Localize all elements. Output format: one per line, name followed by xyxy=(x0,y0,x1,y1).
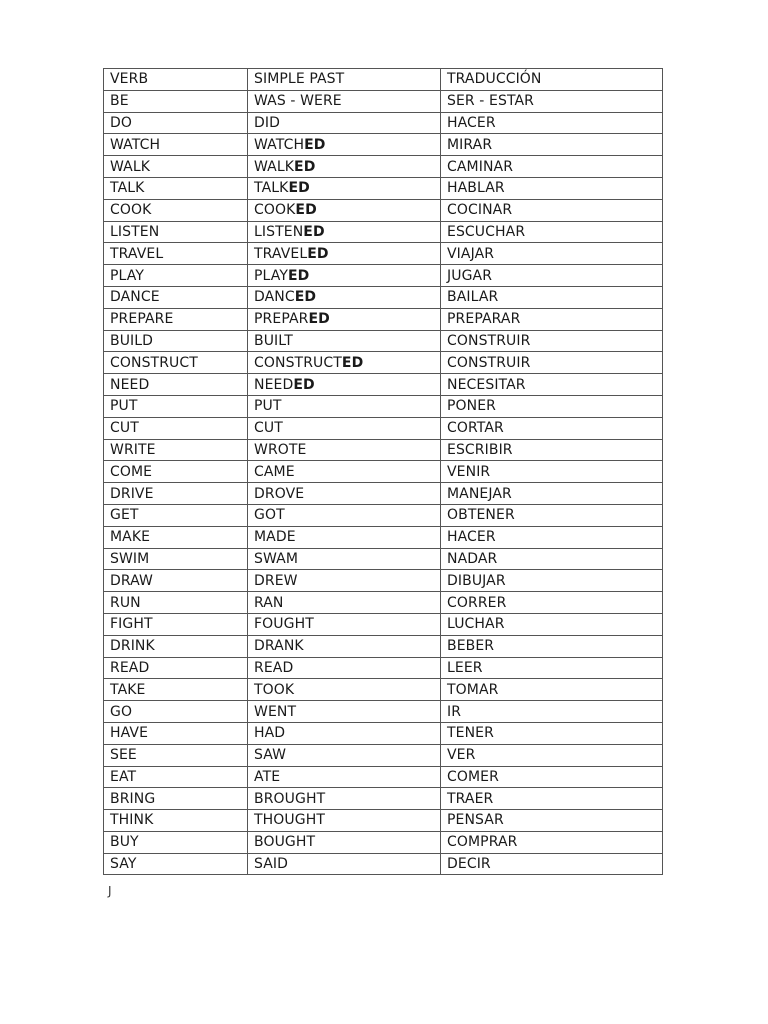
translation-cell: PONER xyxy=(441,395,663,417)
past-base: SWAM xyxy=(254,550,299,567)
past-base: PUT xyxy=(254,398,282,415)
simple-past-cell xyxy=(248,112,441,134)
table-row xyxy=(104,504,663,526)
simple-past-cell xyxy=(248,810,441,832)
simple-past-cell xyxy=(248,374,441,396)
simple-past-cell xyxy=(248,199,441,221)
verb-cell: TRAVEL xyxy=(104,243,248,265)
translation-cell: COMER xyxy=(441,766,663,788)
past-base: BUILT xyxy=(254,332,293,349)
simple-past-cell xyxy=(248,330,441,352)
translation-cell: JUGAR xyxy=(441,265,663,287)
table-row xyxy=(104,374,663,396)
simple-past-cell xyxy=(248,722,441,744)
translation-cell: LEER xyxy=(441,657,663,679)
verb-cell: FIGHT xyxy=(104,613,248,635)
table-row xyxy=(104,766,663,788)
table-row xyxy=(104,810,663,832)
verb-cell: EAT xyxy=(104,766,248,788)
past-base: DREW xyxy=(254,572,298,589)
verb-cell: COME xyxy=(104,461,248,483)
past-base: TOOK xyxy=(254,681,295,698)
verb-cell: CONSTRUCT xyxy=(104,352,248,374)
table-row xyxy=(104,679,663,701)
translation-cell: TENER xyxy=(441,722,663,744)
verb-table xyxy=(103,68,663,875)
past-base: WROTE xyxy=(254,441,307,458)
table-row xyxy=(104,831,663,853)
past-base: GOT xyxy=(254,507,285,524)
simple-past-cell xyxy=(248,308,441,330)
past-base: FOUGHT xyxy=(254,616,314,633)
past-base: TALK xyxy=(254,180,289,197)
past-base: PREPAR xyxy=(254,311,309,328)
verb-cell: HAVE xyxy=(104,722,248,744)
table-row xyxy=(104,417,663,439)
simple-past-cell xyxy=(248,417,441,439)
verb-cell: COOK xyxy=(104,199,248,221)
verb-cell: RUN xyxy=(104,592,248,614)
past-base: BROUGHT xyxy=(254,790,326,807)
verb-cell: THINK xyxy=(104,810,248,832)
translation-cell: PENSAR xyxy=(441,810,663,832)
table-row xyxy=(104,177,663,199)
past-base: DROVE xyxy=(254,485,305,502)
simple-past-cell xyxy=(248,744,441,766)
table-row xyxy=(104,657,663,679)
simple-past-cell xyxy=(248,286,441,308)
past-suffix: ED xyxy=(308,311,330,328)
simple-past-cell xyxy=(248,592,441,614)
header-verb: VERB xyxy=(104,69,248,91)
past-base: BOUGHT xyxy=(254,834,316,851)
verb-cell: BRING xyxy=(104,788,248,810)
simple-past-cell xyxy=(248,395,441,417)
simple-past-cell xyxy=(248,701,441,723)
past-base: WENT xyxy=(254,703,297,720)
verb-cell: TALK xyxy=(104,177,248,199)
verb-cell: DRAW xyxy=(104,570,248,592)
past-base: PLAY xyxy=(254,267,289,284)
simple-past-cell xyxy=(248,526,441,548)
past-base: LISTEN xyxy=(254,223,304,240)
translation-cell: TOMAR xyxy=(441,679,663,701)
verb-cell: CUT xyxy=(104,417,248,439)
past-base: CUT xyxy=(254,420,283,437)
header-translation: TRADUCCIÓN xyxy=(441,69,663,91)
table-row xyxy=(104,853,663,875)
past-base: WALK xyxy=(254,158,295,175)
simple-past-cell xyxy=(248,853,441,875)
past-base: COOK xyxy=(254,202,296,219)
verb-cell: SAY xyxy=(104,853,248,875)
simple-past-cell xyxy=(248,831,441,853)
translation-cell: MIRAR xyxy=(441,134,663,156)
translation-cell: IR xyxy=(441,701,663,723)
past-base: CONSTRUCT xyxy=(254,354,342,371)
past-base: DID xyxy=(254,114,280,131)
past-base: RAN xyxy=(254,594,284,611)
translation-cell: DECIR xyxy=(441,853,663,875)
past-suffix: ED xyxy=(294,289,317,306)
translation-cell: COCINAR xyxy=(441,199,663,221)
past-base: ATE xyxy=(254,768,281,785)
table-row xyxy=(104,265,663,287)
translation-cell: CONSTRUIR xyxy=(441,330,663,352)
past-base: TRAVEL xyxy=(254,245,308,262)
table-row xyxy=(104,308,663,330)
verb-cell: LISTEN xyxy=(104,221,248,243)
simple-past-cell xyxy=(248,548,441,570)
table-row xyxy=(104,221,663,243)
translation-cell: CONSTRUIR xyxy=(441,352,663,374)
translation-cell: CORTAR xyxy=(441,417,663,439)
table-row xyxy=(104,395,663,417)
simple-past-cell xyxy=(248,352,441,374)
simple-past-cell xyxy=(248,657,441,679)
table-row xyxy=(104,352,663,374)
verb-cell: PLAY xyxy=(104,265,248,287)
past-base: THOUGHT xyxy=(254,812,325,829)
table-row xyxy=(104,701,663,723)
table-row xyxy=(104,243,663,265)
verb-cell: SWIM xyxy=(104,548,248,570)
past-suffix: ED xyxy=(303,223,325,240)
table-row xyxy=(104,570,663,592)
table-row xyxy=(104,112,663,134)
past-base: MADE xyxy=(254,529,296,546)
translation-cell: CORRER xyxy=(441,592,663,614)
table-row xyxy=(104,461,663,483)
simple-past-cell xyxy=(248,177,441,199)
simple-past-cell xyxy=(248,679,441,701)
translation-cell: HABLAR xyxy=(441,177,663,199)
simple-past-cell xyxy=(248,243,441,265)
simple-past-cell xyxy=(248,635,441,657)
past-suffix: ED xyxy=(295,202,317,219)
translation-cell: ESCRIBIR xyxy=(441,439,663,461)
translation-cell: VIAJAR xyxy=(441,243,663,265)
past-base: DRANK xyxy=(254,638,304,655)
table-row xyxy=(104,483,663,505)
table-row xyxy=(104,788,663,810)
translation-cell: HACER xyxy=(441,526,663,548)
table-row xyxy=(104,613,663,635)
header-simple-past: SIMPLE PAST xyxy=(248,69,441,91)
simple-past-cell xyxy=(248,439,441,461)
simple-past-cell xyxy=(248,766,441,788)
past-suffix: ED xyxy=(294,158,316,175)
table-row xyxy=(104,635,663,657)
verb-cell: NEED xyxy=(104,374,248,396)
verb-cell: GET xyxy=(104,504,248,526)
past-suffix: ED xyxy=(288,267,310,284)
verb-cell: MAKE xyxy=(104,526,248,548)
translation-cell: TRAER xyxy=(441,788,663,810)
translation-cell: BEBER xyxy=(441,635,663,657)
verb-cell: DRINK xyxy=(104,635,248,657)
verb-cell: WATCH xyxy=(104,134,248,156)
table-header-row xyxy=(104,69,663,91)
simple-past-cell xyxy=(248,221,441,243)
translation-cell: LUCHAR xyxy=(441,613,663,635)
verb-cell: WRITE xyxy=(104,439,248,461)
verb-cell: BUILD xyxy=(104,330,248,352)
past-suffix: ED xyxy=(293,376,315,393)
verb-table-body xyxy=(104,69,663,875)
simple-past-cell xyxy=(248,788,441,810)
verb-cell: BE xyxy=(104,90,248,112)
verb-cell: READ xyxy=(104,657,248,679)
verb-cell: DO xyxy=(104,112,248,134)
table-row xyxy=(104,722,663,744)
table-row xyxy=(104,744,663,766)
translation-cell: DIBUJAR xyxy=(441,570,663,592)
table-row xyxy=(104,526,663,548)
translation-cell: SER - ESTAR xyxy=(441,90,663,112)
translation-cell: MANEJAR xyxy=(441,483,663,505)
simple-past-cell xyxy=(248,156,441,178)
past-base: SAID xyxy=(254,856,289,873)
simple-past-cell xyxy=(248,265,441,287)
translation-cell: VER xyxy=(441,744,663,766)
past-base: DANC xyxy=(254,289,295,306)
table-row xyxy=(104,548,663,570)
table-row xyxy=(104,439,663,461)
verb-cell: WALK xyxy=(104,156,248,178)
translation-cell: HACER xyxy=(441,112,663,134)
verb-cell: PUT xyxy=(104,395,248,417)
simple-past-cell xyxy=(248,134,441,156)
verb-cell: GO xyxy=(104,701,248,723)
verb-cell: SEE xyxy=(104,744,248,766)
past-base: NEED xyxy=(254,376,294,393)
simple-past-cell xyxy=(248,613,441,635)
table-row xyxy=(104,330,663,352)
verb-cell: DRIVE xyxy=(104,483,248,505)
translation-cell: NECESITAR xyxy=(441,374,663,396)
past-base: CAME xyxy=(254,463,295,480)
verb-cell: DANCE xyxy=(104,286,248,308)
verb-cell: BUY xyxy=(104,831,248,853)
table-row xyxy=(104,156,663,178)
verb-cell: PREPARE xyxy=(104,308,248,330)
past-suffix: ED xyxy=(304,136,326,153)
past-base: HAD xyxy=(254,725,286,742)
past-base: SAW xyxy=(254,747,287,764)
table-row xyxy=(104,286,663,308)
past-base: WATCH xyxy=(254,136,305,153)
translation-cell: ESCUCHAR xyxy=(441,221,663,243)
translation-cell: CAMINAR xyxy=(441,156,663,178)
past-suffix: ED xyxy=(288,180,310,197)
translation-cell: PREPARAR xyxy=(441,308,663,330)
simple-past-cell xyxy=(248,461,441,483)
simple-past-cell xyxy=(248,504,441,526)
past-base: READ xyxy=(254,659,294,676)
past-suffix: ED xyxy=(341,354,364,371)
past-suffix: ED xyxy=(307,245,329,262)
table-row xyxy=(104,199,663,221)
translation-cell: NADAR xyxy=(441,548,663,570)
table-row xyxy=(104,134,663,156)
past-base: WAS - WERE xyxy=(254,93,342,110)
simple-past-cell xyxy=(248,90,441,112)
translation-cell: COMPRAR xyxy=(441,831,663,853)
translation-cell: VENIR xyxy=(441,461,663,483)
translation-cell: BAILAR xyxy=(441,286,663,308)
simple-past-cell xyxy=(248,483,441,505)
table-row xyxy=(104,592,663,614)
translation-cell: OBTENER xyxy=(441,504,663,526)
footer-mark: J xyxy=(108,884,112,898)
table-row xyxy=(104,90,663,112)
verb-cell: TAKE xyxy=(104,679,248,701)
simple-past-cell xyxy=(248,570,441,592)
